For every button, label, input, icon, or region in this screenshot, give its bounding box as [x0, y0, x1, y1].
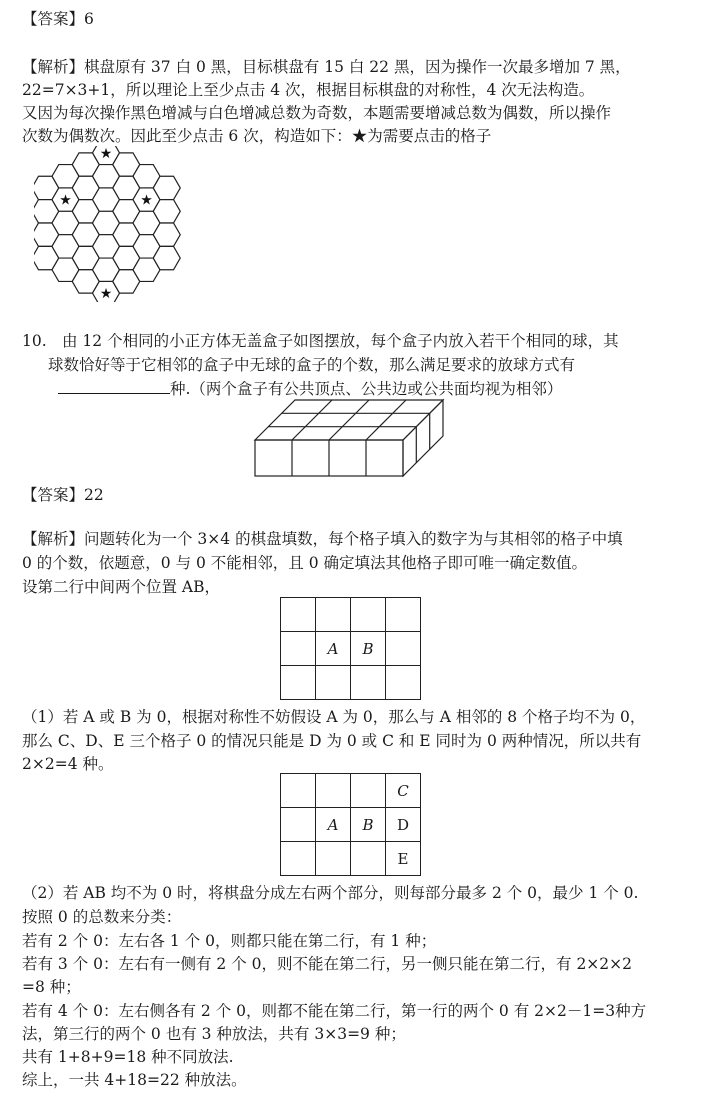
grid1-cell-a: A — [316, 632, 351, 666]
hexagon-board-figure — [34, 146, 184, 302]
hex-cell — [153, 176, 180, 199]
case2-line-3: 若有 2 个 0：左右各 1 个 0，则都只能在第二行，有 1 种； — [22, 932, 437, 950]
analysis2-line-2: 0 的个数，依题意，0 与 0 不能相邻，且 0 确定填法其他格子即可唯一确定数值。 — [22, 554, 588, 572]
case2-line-5: =8 种； — [22, 978, 81, 996]
case2-line-4: 若有 3 个 0：左右有一侧有 2 个 0，则不能在第二行，另一侧只能在第二行，有 2×2×2 — [22, 955, 632, 973]
analysis2-line-3: 设第二行中间两个位置 AB， — [22, 578, 221, 596]
case2-line-2: 按照 0 的总数来分类： — [22, 908, 182, 926]
grid2-cell — [351, 774, 386, 808]
hex-cell — [153, 246, 180, 269]
star-icon: ★ — [140, 192, 153, 209]
grid1-cell — [281, 632, 316, 666]
grid1-cell — [351, 598, 386, 632]
grid1-cell — [281, 598, 316, 632]
case2-line-1: （2）若 AB 均不为 0 时，将棋盘分成左右两个部分，则每部分最多 2 个 0，最少 1 个 0. — [22, 884, 639, 902]
case1-line-1: （1）若 A 或 B 为 0，根据对称性不妨假设 A 为 0，那么与 A 相邻的 8 个格子均不为 0， — [22, 708, 646, 726]
case1-line-2: 那么 C、D、E 三个格子 0 的情况只能是 D 为 0 或 C 和 E 同时为 0 两种情况，所以共有 — [22, 732, 642, 750]
analysis1-line-4: 次数为偶数次。因此至少点击 6 次，构造如下：★为需要点击的格子 — [22, 127, 492, 145]
question-line-2: 球数恰好等于它相邻的盒子中无球的盒子的个数，那么满足要求的放球方式有 — [48, 356, 576, 374]
grid2-cell-c: C — [386, 774, 421, 808]
analysis1-line-2: 22=7×3+1，所以理论上至少点击 4 次，根据目标棋盘的对称性，4 次无法构造。 — [22, 81, 595, 99]
grid2-cell-d: D — [386, 808, 421, 842]
grid1-cell — [316, 666, 351, 700]
star-icon: ★ — [99, 146, 113, 162]
grid2-cell — [281, 842, 316, 876]
grid1-cell — [386, 666, 421, 700]
grid2-cell-b: B — [351, 808, 386, 842]
case2-line-9: 综上，一共 4+18=22 种放法。 — [22, 1071, 247, 1089]
star-icon: ★ — [99, 286, 113, 302]
grid1-cell — [351, 666, 386, 700]
grid2-cell-e: E — [386, 842, 421, 876]
grid2-cell — [281, 774, 316, 808]
grid2-cell — [316, 774, 351, 808]
hex-cell — [153, 200, 180, 223]
answer-heading-2: 【答案】22 — [22, 486, 104, 504]
grid-ab — [280, 597, 421, 700]
star-icon: ★ — [59, 192, 72, 209]
grid-abcde — [280, 773, 421, 876]
answer-heading-1: 【答案】6 — [22, 10, 94, 28]
question-line-3-text: 种.（两个盒子有公共顶点、公共边或公共面均视为相邻） — [170, 380, 563, 398]
hex-cell — [153, 223, 180, 246]
grid1-cell-b: B — [351, 632, 386, 666]
analysis1-line-1: 【解析】棋盘原有 37 白 0 黑，目标棋盘有 15 白 22 黑，因为操作一次最多增加 7 黑， — [22, 58, 631, 76]
question-line-1: 由 12 个相同的小正方体无盖盒子如图摆放，每个盒子内放入若干个相同的球，其 — [62, 332, 619, 350]
grid2-cell — [316, 842, 351, 876]
question-number: 10. — [22, 332, 47, 350]
grid1-cell — [281, 666, 316, 700]
case1-line-3: 2×2=4 种。 — [22, 755, 114, 773]
grid1-cell — [386, 598, 421, 632]
boxes-3d-figure — [250, 398, 450, 482]
question-line-3 — [20, 377, 562, 400]
hexagon-cells — [34, 146, 180, 302]
grid1-cell — [386, 632, 421, 666]
case2-line-6: 若有 4 个 0：左右侧各有 2 个 0，则都不能在第二行，第一行的两个 0 有 2×2－1=3种方 — [22, 1002, 647, 1020]
analysis2-line-1: 【解析】问题转化为一个 3×4 的棋盘填数，每个格子填入的数字为与其相邻的格子中填 — [22, 530, 623, 548]
analysis1-line-3: 又因为每次操作黑色增减与白色增减总数为奇数，本题需要增减总数为偶数，所以操作 — [22, 104, 612, 122]
case2-line-7: 法，第三行的两个 0 也有 3 种放法，共有 3×3=9 种； — [22, 1025, 406, 1043]
answer-blank — [58, 377, 170, 394]
grid1-cell — [316, 598, 351, 632]
grid2-cell — [351, 842, 386, 876]
case2-line-8: 共有 1+8+9=18 种不同放法. — [22, 1048, 234, 1066]
grid2-cell-a: A — [316, 808, 351, 842]
grid2-cell — [281, 808, 316, 842]
